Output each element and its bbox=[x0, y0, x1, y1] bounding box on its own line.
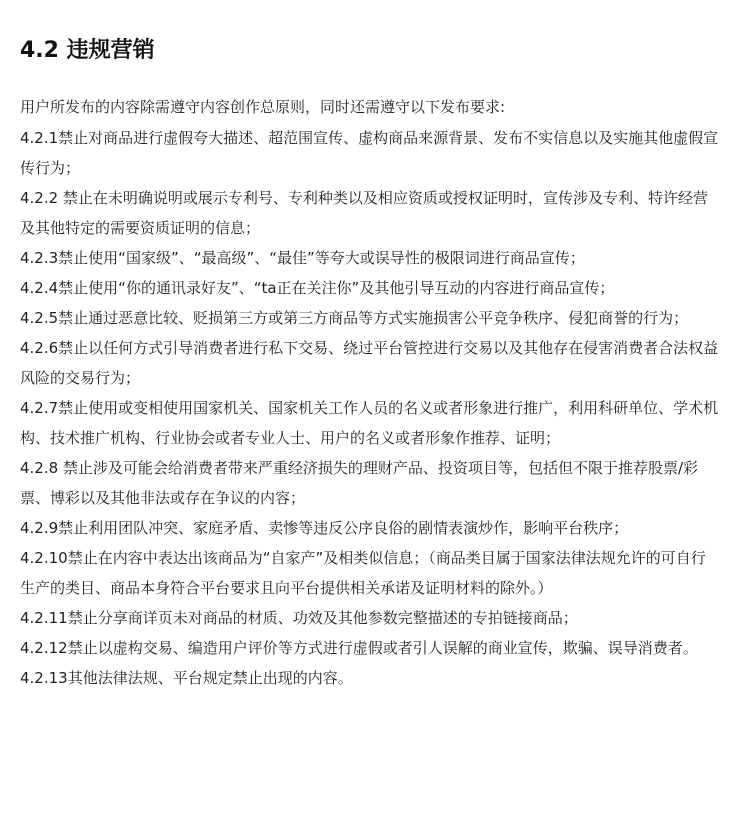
rule-item-4-2-13: 4.2.13其他法律法规、平台规定禁止出现的内容。 bbox=[20, 669, 353, 687]
rule-item-4-2-2: 4.2.2 禁止在未明确说明或展示专利号、专利种类以及相应资质或授权证明时，宣传涉及专利、特许经营及其他特定的需要资质证明的信息； bbox=[20, 189, 708, 237]
rule-item-4-2-1: 4.2.1禁止对商品进行虚假夸大描述、超范围宣传、虚构商品来源背景、发布不实信息以及实施其他虚假宣传行为； bbox=[20, 129, 719, 177]
rule-item-4-2-11: 4.2.11禁止分享商详页未对商品的材质、功效及其他参数完整描述的专拍链接商品； bbox=[20, 609, 578, 627]
rule-item-4-2-7: 4.2.7禁止使用或变相使用国家机关、国家机关工作人员的名义或者形象进行推广，利用科研单位、学术机构、技术推广机构、行业协会或者专业人士、用户的名义或者形象作推荐、证明； bbox=[20, 399, 719, 447]
rule-item-4-2-5: 4.2.5禁止通过恶意比较、贬损第三方或第三方商品等方式实施损害公平竞争秩序、侵犯商誉的行为； bbox=[20, 309, 689, 327]
section-intro: 用户所发布的内容除需遵守内容创作总原则，同时还需遵守以下发布要求: bbox=[20, 98, 506, 116]
rule-item-4-2-3: 4.2.3禁止使用“国家级”、“最高级”、“最佳”等夸大或误导性的极限词进行商品宣传； bbox=[20, 249, 585, 267]
rule-item-4-2-6: 4.2.6禁止以任何方式引导消费者进行私下交易、绕过平台管控进行交易以及其他存在侵害消费者合法权益风险的交易行为； bbox=[20, 339, 719, 387]
rule-item-4-2-4: 4.2.4禁止使用“你的通讯录好友”、“ta正在关注你”及其他引导互动的内容进行商品宣传； bbox=[20, 279, 615, 297]
rule-item-4-2-12: 4.2.12禁止以虚构交易、编造用户评价等方式进行虚假或者引人误解的商业宣传，欺骗、误导消费者。 bbox=[20, 639, 698, 657]
rule-item-4-2-9: 4.2.9禁止利用团队冲突、家庭矛盾、卖惨等违反公序良俗的剧情表演炒作，影响平台秩序； bbox=[20, 519, 629, 537]
section-heading: 4.2 违规营销 bbox=[20, 38, 155, 63]
rule-item-4-2-8: 4.2.8 禁止涉及可能会给消费者带来严重经济损失的理财产品、投资项目等，包括但不限于推荐股票/彩票、博彩以及其他非法或存在争议的内容； bbox=[20, 459, 698, 507]
rule-item-4-2-10: 4.2.10禁止在内容中表达出该商品为“自家产”及相类似信息；（商品类目属于国家法律法规允许的可自行生产的类目、商品本身符合平台要求且向平台提供相关承诺及证明材料的除外。） bbox=[20, 549, 706, 597]
